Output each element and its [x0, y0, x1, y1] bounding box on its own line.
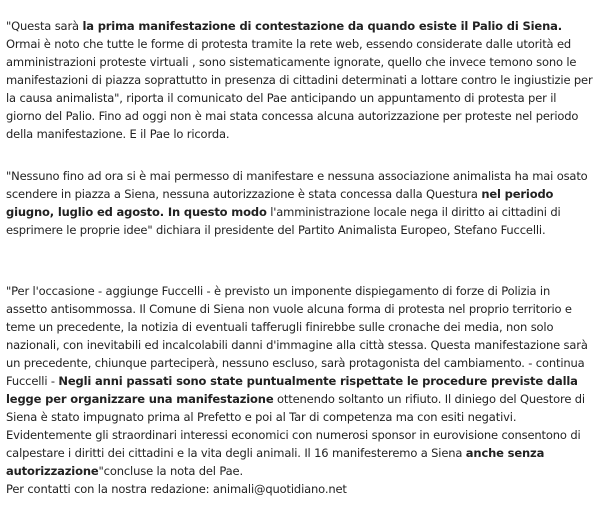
text-run: "Questa sarà [6, 19, 83, 33]
bold-text-run: anche senza autorizzazione [6, 446, 545, 478]
bold-text-run: la prima manifestazione di contestazione da quando esiste il Palio di Siena. [82, 19, 562, 33]
bold-text-run: nel periodo giugno, luglio ed agosto. In questo modo [6, 187, 554, 219]
bold-text-run: Negli anni passati sono state puntualmente rispettate le procedure previste dalla legge per organizzare una manifestazione [6, 374, 578, 406]
paragraph-3 [6, 282, 594, 480]
article-body [6, 17, 594, 498]
text-run: l'amministrazione locale nega il diritto ai cittadini di esprimere le proprie idee" dichiara il presidente del Partito Animalista Europeo, Stefano Fuccelli. [6, 205, 561, 237]
contact-line: Per contatti con la nostra redazione: animali@quotidiano.net [6, 482, 347, 496]
paragraph-2 [6, 167, 594, 239]
paragraph-1 [6, 17, 594, 143]
text-run: "concluse la nota del Pae. [98, 464, 243, 478]
text-run: ottenendo soltanto un rifiuto. Il diniego del Questore di Siena è stato impugnato prima al Prefetto e poi al Tar di competenza ma con esiti negativi. Evidentemente gli straordinari interessi economici con numerosi sponsor in eurovisione consentono di calpestare i diritti dei cittadini e la vita degli animali. Il 16 manifesteremo a Siena [6, 392, 585, 460]
text-run: Ormai è noto che tutte le forme di protesta tramite la rete web, essendo considerate dalle utorità ed amministrazioni proteste virtuali , sono sistematicamente ignorate, quello che invece temono sono le manifestazioni di piazza soprattutto in presenza di cittadini determinati a lottare contro le ingiustizie per la causa animalista", riporta il comunicato del Pae anticipando un appuntamento di protesta per il giorno del Palio. Fino ad oggi non è mai stata concessa alcuna autorizzazione per proteste nel periodo della manifestazione. E il Pae lo ricorda. [6, 37, 593, 141]
text-run: "Per l'occasione - aggiunge Fuccelli - è previsto un imponente dispiegamento di forze di Polizia in assetto antisommossa. Il Comune di Siena non vuole alcuna forma di protesta nel proprio territorio e teme un precedente, la notizia di eventuali tafferugli finirebbe sulle cronache dei media, non solo nazionali, con inevitabili ed incalcolabili danni d'immagine alla città stessa. Questa manifestazione sarà un precedente, chiunque parteciperà, nessuno escluso, sarà protagonista del cambiamento. - continua Fuccelli - [6, 284, 588, 388]
text-run: "Nessuno fino ad ora si è mai permesso di manifestare e nessuna associazione animalista ha mai osato scendere in piazza a Siena, nessuna autorizzazione è stata concessa dalla Questura [6, 169, 588, 201]
